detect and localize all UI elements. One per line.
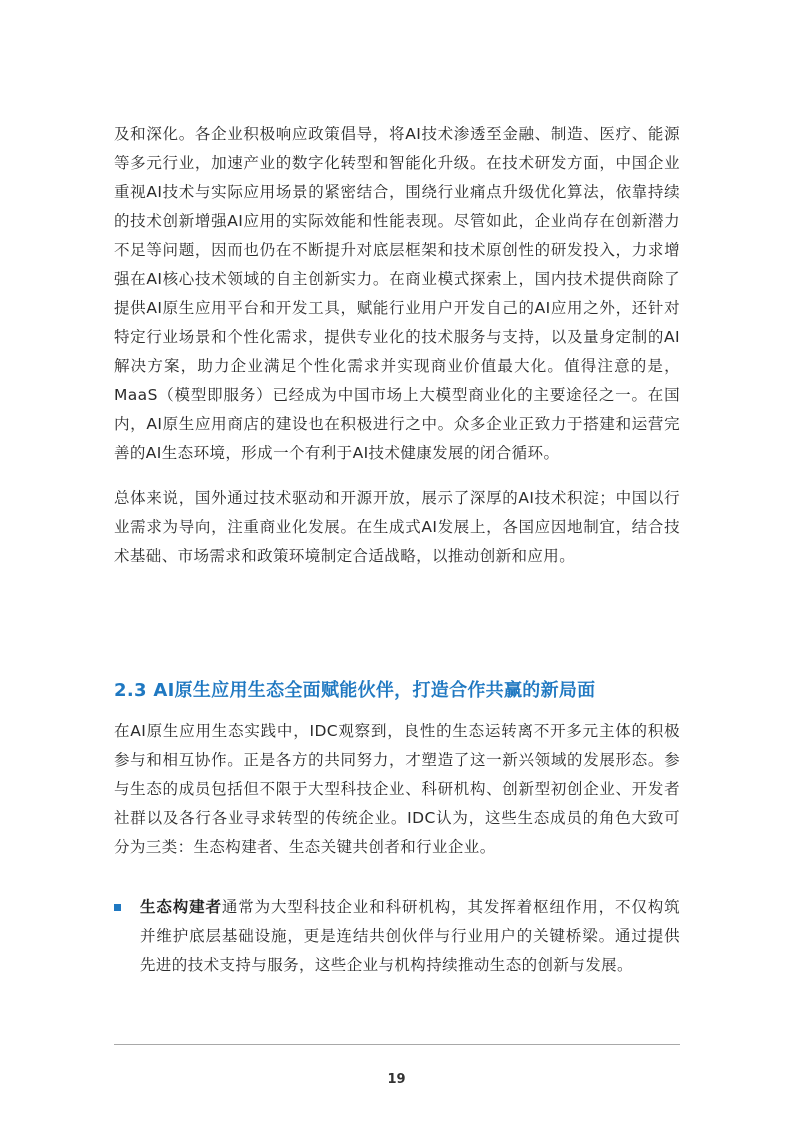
bullet-item-ecosystem-builder [114, 893, 680, 980]
square-bullet-icon [114, 904, 121, 911]
body-content [114, 120, 680, 571]
body-paragraph-2: 总体来说，国外通过技术驱动和开源开放，展示了深厚的AI技术积淀；中国以行业需求为导向，注重商业化发展。在生成式AI发展上，各国应因地制宜，结合技术基础、市场需求和政策环境制定合适战略，以推动创新和应用。 [114, 489, 680, 565]
section-intro-paragraph: 在AI原生应用生态实践中，IDC观察到，良性的生态运转离不开多元主体的积极参与和相互协作。正是各方的共同努力，才塑造了这一新兴领域的发展形态。参与生态的成员包括但不限于大型科技企业、科研机构、创新型初创企业、开发者社群以及各行各业寻求转型的传统企业。IDC认为，这些生态成员的角色大致可分为三类：生态构建者、生态关键共创者和行业企业。 [114, 722, 680, 856]
bullet-term: 生态构建者 [140, 898, 222, 916]
page-number: 19 [387, 1072, 406, 1087]
section-heading: 2.3 AI原生应用生态全面赋能伙伴，打造合作共赢的新局面 [114, 680, 596, 701]
bullet-text: 通常为大型科技企业和科研机构，其发挥着枢纽作用，不仅构筑并维护底层基础设施，更是连结共创伙伴与行业用户的关键桥梁。通过提供先进的技术支持与服务，这些企业与机构持续推动生态的创新与发展。 [140, 898, 680, 974]
footer-divider [114, 1044, 680, 1045]
bullet-list [114, 893, 680, 980]
body-paragraph-1: 及和深化。各企业积极响应政策倡导，将AI技术渗透至金融、制造、医疗、能源等多元行业，加速产业的数字化转型和智能化升级。在技术研发方面，中国企业重视AI技术与实际应用场景的紧密结合，围绕行业痛点升级优化算法，依靠持续的技术创新增强AI应用的实际效能和性能表现。尽管如此，企业尚存在创新潜力不足等问题，因而也仍在不断提升对底层框架和技术原创性的研发投入，力求增强在AI核心技术领域的自主创新实力。在商业模式探索上，国内技术提供商除了提供AI原生应用平台和开发工具，赋能行业用户开发自己的AI应用之外，还针对特定行业场景和个性化需求，提供专业化的技术服务与支持，以及量身定制的AI解决方案，助力企业满足个性化需求并实现商业价值最大化。值得注意的是，MaaS（模型即服务）已经成为中国市场上大模型商业化的主要途径之一。在国内，AI原生应用商店的建设也在积极进行之中。众多企业正致力于搭建和运营完善的AI生态环境，形成一个有利于AI技术健康发展的闭合循环。 [114, 125, 680, 462]
